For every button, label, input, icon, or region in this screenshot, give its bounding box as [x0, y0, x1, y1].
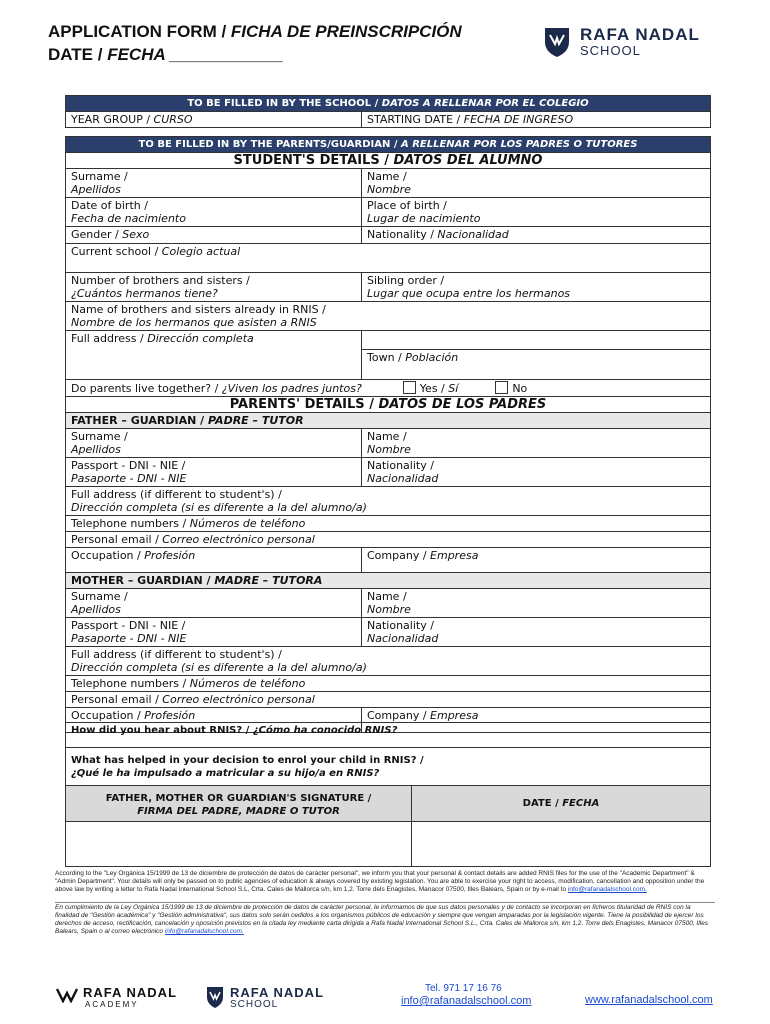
mother-phone-field[interactable]: Telephone numbers / Números de teléfono	[66, 676, 711, 692]
father-address-field[interactable]: Full address (if different to student's) / Dirección completa (si es diferente a la del alumno/a)	[66, 487, 711, 516]
footer-school-logo: RAFA NADAL SCHOOL	[205, 985, 335, 1015]
logo-text-main: RAFA NADAL	[580, 25, 700, 44]
student-nationality-field[interactable]: Nationality / Nacionalidad	[362, 227, 711, 244]
main-form	[65, 136, 711, 733]
siblings-count-field[interactable]: Number of brothers and sisters / ¿Cuántos hermanos tiene?	[66, 273, 362, 302]
mother-heading: MOTHER – GUARDIAN / MADRE – TUTORA	[66, 573, 711, 589]
form-title: APPLICATION FORM / FICHA DE PREINSCRIPCIÓN DATE / FECHA ____________	[48, 22, 462, 64]
academy-logo: RAFA NADAL ACADEMY	[55, 985, 185, 1015]
legal-email-link-es[interactable]: info@rafanadalschool.com.	[164, 928, 244, 935]
starting-date-field[interactable]: STARTING DATE / FECHA DE INGRESO	[362, 112, 711, 128]
father-nationality-field[interactable]: Nationality / Nacionalidad	[362, 458, 711, 487]
legal-divider	[55, 902, 715, 903]
father-passport-field[interactable]: Passport - DNI - NIE / Pasaporte - DNI - NIE	[66, 458, 362, 487]
hear-about-field[interactable]: How did you hear about RNIS? / ¿Cómo ha conocido RNIS?	[66, 723, 711, 748]
father-phone-field[interactable]: Telephone numbers / Números de teléfono	[66, 516, 711, 532]
footer-shield-icon	[205, 985, 225, 1009]
student-gender-field[interactable]: Gender / Sexo	[66, 227, 362, 244]
shield-logo-icon	[542, 24, 572, 58]
year-group-field[interactable]: YEAR GROUP / CURSO	[66, 112, 362, 128]
legal-text-en: According to the "Ley Orgánica 15/1999 de 13 de diciembre de protección de datos de carácter personal", we inform you that your personal & contact details are added RNIS files for the use of the "Academic Department" & "Admin Department". Your details will only be passed on to public agencies of education & always covered by existing legislation. You are able to exercise your right to access, modification, cancellation and opposition under the above law by writing a letter to Rafa Nadal International School S.L, Crta. Cales de Mallorca s/n, km 1,2. Torre dels Enagistes, Manacor 07500, Illes Balears, Spain or by e-mail to info@rafanadalschool.com.	[55, 870, 705, 893]
father-company-field[interactable]: Company / Empresa	[362, 548, 711, 573]
mother-surname-field[interactable]: Surname / Apellidos	[66, 589, 362, 618]
date-box[interactable]	[412, 822, 711, 867]
full-address-field[interactable]: Full address / Dirección completa	[66, 331, 362, 380]
town-field[interactable]: Town / Población	[362, 350, 711, 380]
mother-passport-field[interactable]: Passport - DNI - NIE / Pasaporte - DNI - NIE	[66, 618, 362, 647]
no-checkbox[interactable]	[495, 381, 508, 394]
school-section	[65, 95, 711, 128]
decision-field[interactable]: What has helped in your decision to enrol your child in RNIS? / ¿Qué le ha impulsado a matricular a su hijo/a en RNIS?	[66, 748, 711, 786]
legal-email-link-en[interactable]: info@rafanadalschool.com.	[567, 886, 647, 893]
father-occupation-field[interactable]: Occupation / Profesión	[66, 548, 362, 573]
signature-heading: FATHER, MOTHER OR GUARDIAN'S SIGNATURE / FIRMA DEL PADRE, MADRE O TUTOR	[66, 786, 412, 822]
parents-details-heading: PARENTS' DETAILS / DATOS DE LOS PADRES	[66, 397, 711, 413]
school-logo	[540, 22, 725, 62]
footer-phone: Tel. 971 17 16 76	[425, 983, 502, 994]
mother-email-field[interactable]: Personal email / Correo electrónico personal	[66, 692, 711, 708]
signature-box[interactable]	[66, 822, 412, 867]
father-email-field[interactable]: Personal email / Correo electrónico personal	[66, 532, 711, 548]
student-name-field[interactable]: Name / Nombre	[362, 169, 711, 198]
mother-name-field[interactable]: Name / Nombre	[362, 589, 711, 618]
logo-text-sub: SCHOOL	[580, 43, 641, 58]
yes-checkbox[interactable]	[403, 381, 416, 394]
questions-section	[65, 722, 711, 867]
parents-fill-heading: TO BE FILLED IN BY THE PARENTS/GUARDIAN / A RELLENAR POR LOS PADRES O TUTORES	[66, 137, 711, 153]
father-surname-field[interactable]: Surname / Apellidos	[66, 429, 362, 458]
mother-company-field[interactable]: Company / Empresa	[362, 708, 711, 733]
school-section-heading: TO BE FILLED IN BY THE SCHOOL / DATOS A RELLENAR POR EL COLEGIO	[66, 96, 711, 112]
academy-logo-icon	[55, 987, 79, 1003]
student-details-heading: STUDENT'S DETAILS / DATOS DEL ALUMNO	[66, 153, 711, 169]
student-surname-field[interactable]: Surname / Apellidos	[66, 169, 362, 198]
footer-website-link[interactable]: www.rafanadalschool.com	[585, 994, 713, 1006]
parents-together-row: Do parents live together? / ¿Viven los padres juntos? Yes / Sí No	[66, 380, 711, 397]
current-school-field[interactable]: Current school / Colegio actual	[66, 244, 711, 273]
father-name-field[interactable]: Name / Nombre	[362, 429, 711, 458]
footer-email-link[interactable]: info@rafanadalschool.com	[401, 995, 532, 1007]
student-dob-field[interactable]: Date of birth / Fecha de nacimiento	[66, 198, 362, 227]
sibling-order-field[interactable]: Sibling order / Lugar que ocupa entre los hermanos	[362, 273, 711, 302]
date-heading: DATE / FECHA	[412, 786, 711, 822]
mother-nationality-field[interactable]: Nationality / Nacionalidad	[362, 618, 711, 647]
legal-text-es: En cumplimiento de la Ley Orgánica 15/1999 de 13 de diciembre de protección de datos de carácter personal, le informamos de que sus datos personales y de contacto se incorporan en ficheros titularidad de RNIS con la finalidad de "Gestión académica" y "Gestión administrativa", sus datos solo serán cedidos a los organismos públicos de educación y siempre que vengan amparadas por la legislación vigente. Tiene la posibilidad de ejercer los derechos de acceso, rectificación, cancelación y oposición previstos en la citada ley mediante carta dirigida a Rafa Nadal International School S.L., Crta. Cales de Mallorca s/n, km 1,2. Torre dels Enagistes, Manacor 07500, Illes Balears, Spain o al correo electrónico info@rafanadalschool.com.	[55, 904, 708, 935]
mother-address-field[interactable]: Full address (if different to student's) / Dirección completa (si es diferente a la del alumno/a)	[66, 647, 711, 676]
father-heading: FATHER – GUARDIAN / PADRE – TUTOR	[66, 413, 711, 429]
student-pob-field[interactable]: Place of birth / Lugar de nacimiento	[362, 198, 711, 227]
mother-occupation-field[interactable]: Occupation / Profesión	[66, 708, 362, 733]
siblings-in-rnis-field[interactable]: Name of brothers and sisters already in RNIS / Nombre de los hermanos que asisten a RNIS	[66, 302, 711, 331]
